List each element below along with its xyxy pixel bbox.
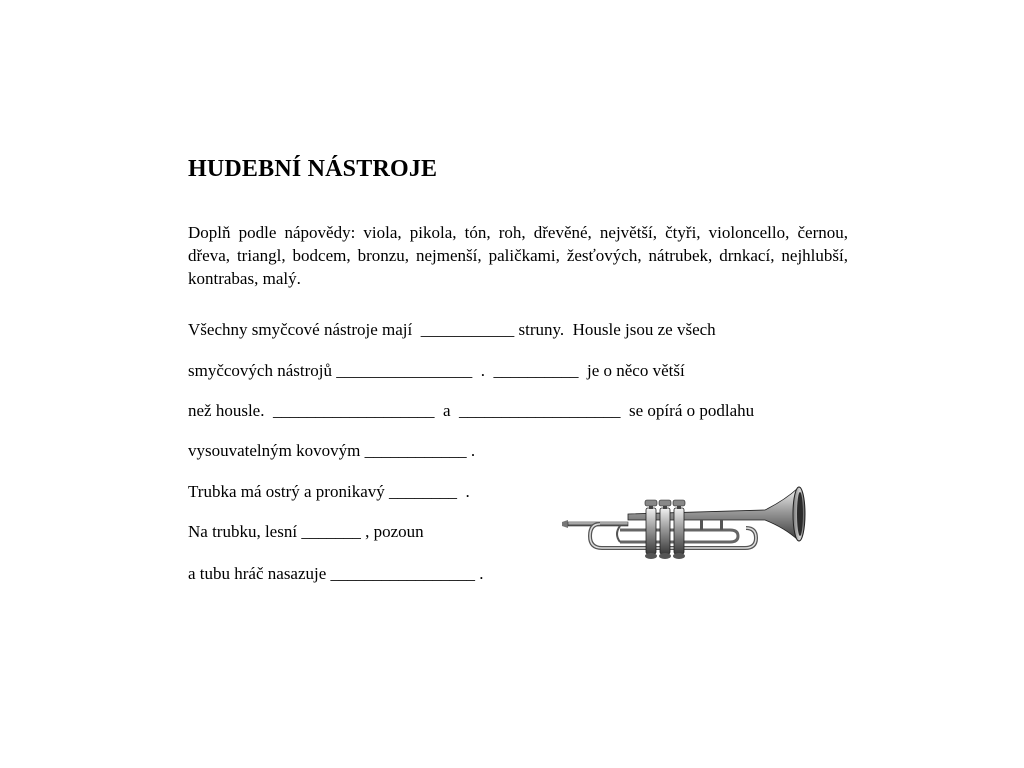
exercise-line-7: a tubu hráč nasazuje _________________ . (188, 564, 484, 583)
exercise-line-2: smyčcových nástrojů ________________ . __________ je o něco větší (188, 361, 685, 380)
exercise-line-3: než housle. ___________________ a ___________________ se opírá o podlahu (188, 401, 755, 420)
exercise-line-5: Trubka má ostrý a pronikavý ________ . (188, 482, 470, 501)
page-title: HUDEBNÍ NÁSTROJE (188, 156, 438, 182)
trumpet-image (560, 484, 810, 574)
instruction-text: Doplň podle nápovědy: viola, pikola, tón, roh, dřevěné, největší, čtyři, violoncello, černou, dřeva, triangl, bodcem, bronzu, nejmenší, paličkami, žesťových, nátrubek, drnkací, nejhlubší, kontrabas, malý. (188, 223, 848, 288)
exercise-line-1: Všechny smyčcové nástroje mají ___________ struny. Housle jsou ze všech (188, 320, 716, 339)
exercise-line-4: vysouvatelným kovovým ____________ . (188, 441, 476, 460)
exercise-line-6: Na trubku, lesní _______ , pozoun (188, 522, 424, 541)
